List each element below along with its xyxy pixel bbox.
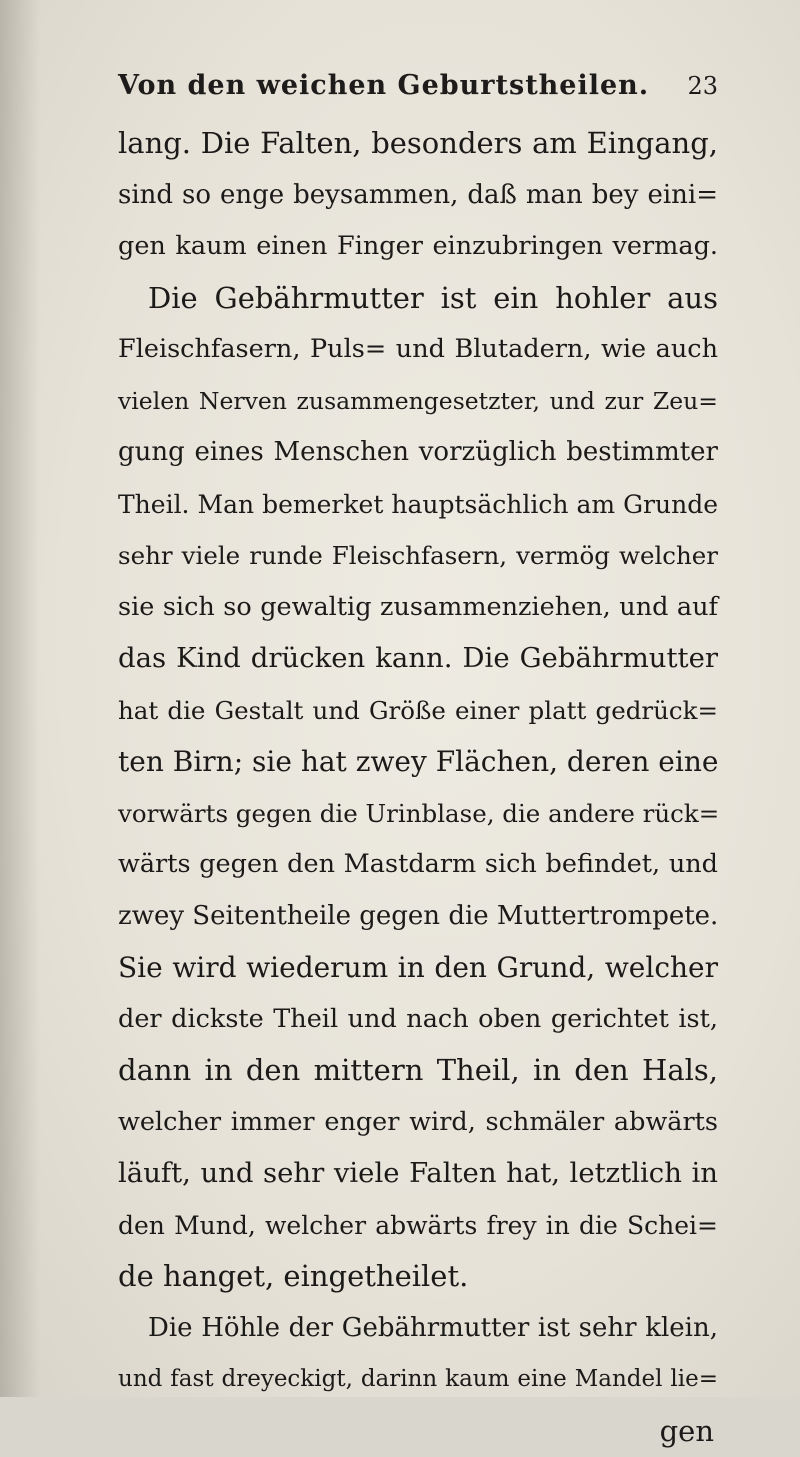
text-line: das Kind drücken kann. Die Gebährmutter: [118, 633, 718, 685]
text-line: Sie wird wiederum in den Grund, welcher: [118, 942, 718, 994]
running-header: [118, 70, 718, 110]
text-line: Fleischfasern, Puls= und Blutadern, wie auch: [118, 324, 718, 376]
text-line: lang. Die Falten, besonders am Eingang,: [118, 118, 718, 170]
binding-shadow: [0, 0, 40, 1397]
text-line: welcher immer enger wird, schmäler abwärts: [118, 1097, 718, 1149]
text-line: sind so enge beysammen, daß man bey eini=: [118, 170, 718, 222]
text-line: der dickste Theil und nach oben gerichtet ist,: [118, 994, 718, 1046]
text-line: vorwärts gegen die Urinblase, die andere rück=: [118, 788, 718, 840]
body-text: [118, 118, 718, 1457]
text-line: Die Gebährmutter ist ein hohler aus: [118, 273, 718, 325]
header-title: Von den weichen Geburtstheilen.: [118, 70, 649, 101]
catchword: gen: [118, 1406, 718, 1457]
text-line: wärts gegen den Mastdarm sich befindet, und: [118, 839, 718, 891]
text-line: läuft, und sehr viele Falten hat, letztlich in: [118, 1148, 718, 1200]
page-number: 23: [687, 72, 718, 100]
text-line: sehr viele runde Fleischfasern, vermög welcher: [118, 530, 718, 582]
text-line: zwey Seitentheile gegen die Muttertrompete.: [118, 891, 718, 943]
text-line: hat die Gestalt und Größe einer platt gedrück=: [118, 685, 718, 737]
text-line: de hanget, eingetheilet.: [118, 1251, 718, 1303]
text-line: vielen Nerven zusammengesetzter, und zur Zeu=: [118, 376, 718, 428]
text-line: ten Birn; sie hat zwey Flächen, deren eine: [118, 736, 718, 788]
text-line: sie sich so gewaltig zusammenziehen, und auf: [118, 582, 718, 634]
text-line: den Mund, welcher abwärts frey in die Schei=: [118, 1200, 718, 1252]
text-line: Die Höhle der Gebährmutter ist sehr klein,: [118, 1303, 718, 1355]
text-line: Theil. Man bemerket hauptsächlich am Grunde: [118, 479, 718, 531]
text-line: gung eines Menschen vorzüglich bestimmter: [118, 427, 718, 479]
text-line: gen kaum einen Finger einzubringen vermag.: [118, 221, 718, 273]
text-line: und fast dreyeckigt, darinn kaum eine Mandel lie=: [118, 1354, 718, 1406]
text-line: dann in den mittern Theil, in den Hals,: [118, 1045, 718, 1097]
